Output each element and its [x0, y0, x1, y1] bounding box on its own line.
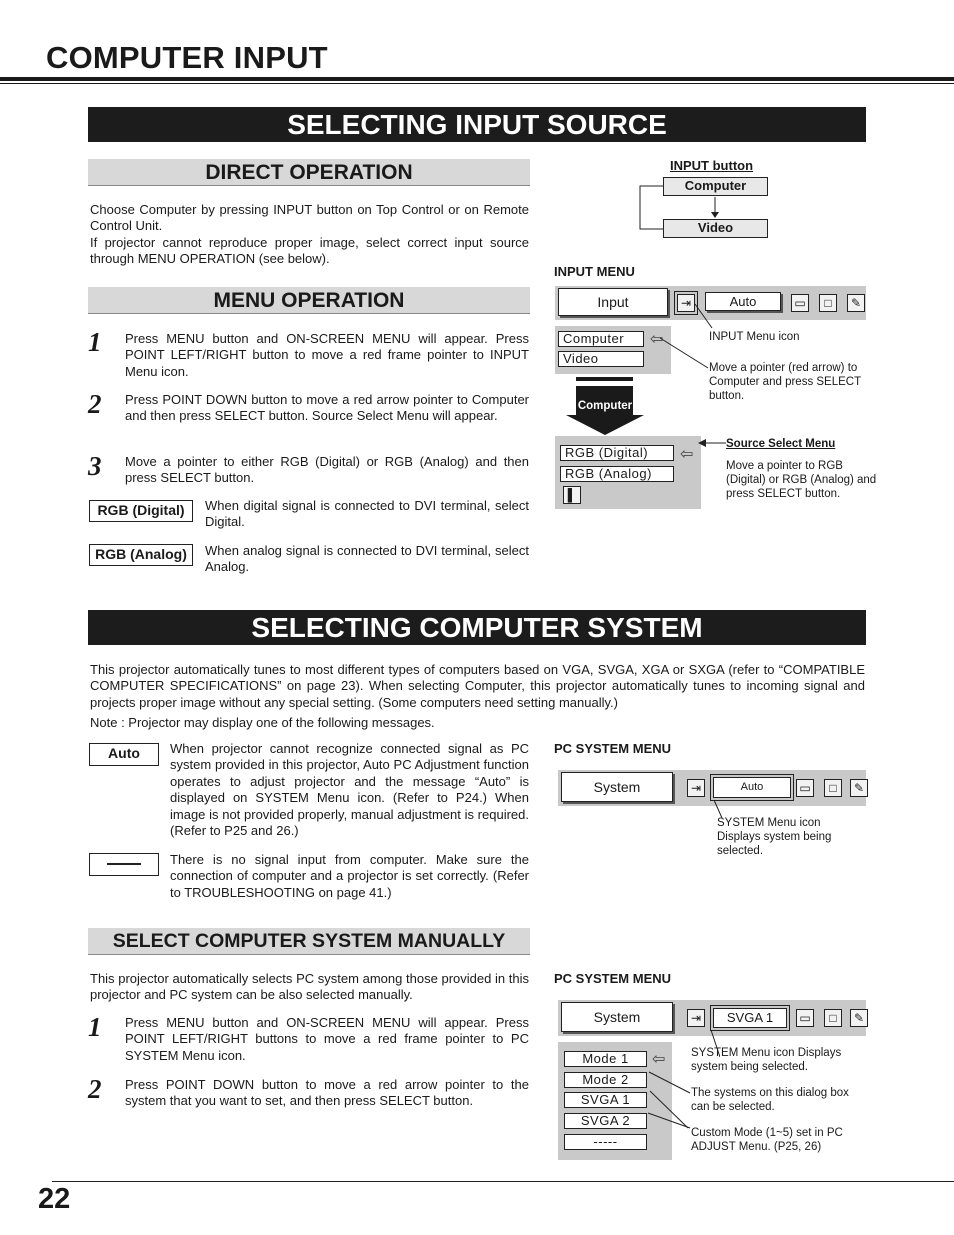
auto-message-label: Auto: [89, 743, 159, 766]
step-number: 3: [88, 451, 102, 481]
step-text: Press POINT DOWN button to move a red arrow pointer to Computer and then press SELECT button. Source Select Menu will appear.: [125, 392, 529, 424]
monitor-icon[interactable]: ▭: [791, 294, 809, 312]
step-text: Press MENU button and ON-SCREEN MENU will appear. Press POINT LEFT/RIGHT buttons to move a red frame pointer to PC SYSTEM Menu icon.: [125, 1015, 529, 1063]
monitor-icon[interactable]: ▭: [796, 779, 814, 797]
header-rule-thin: [0, 83, 954, 84]
input-item-video[interactable]: Video: [558, 351, 644, 367]
tools-icon[interactable]: ✎: [850, 779, 868, 797]
source-select-title: Source Select Menu: [726, 438, 836, 450]
input-menu-heading: INPUT MENU: [554, 264, 635, 279]
source-pointer-arrow-icon: ⇦: [680, 446, 694, 463]
computer-system-intro: This projector automatically tunes to most different types of computers based on VGA, SVGA, XGA or SXGA (refer to “COMPATIBLE COMPUTER SPECIFICATIONS” on page 23). When selecting Computer, this projector automatically tunes to incoming signal and projects proper image without any special setting. (Some computers need setting manually.): [90, 662, 865, 710]
rgb-analog-text: When analog signal is connected to DVI terminal, select Analog.: [205, 543, 529, 575]
footer-rule: [52, 1181, 954, 1182]
step-number: 2: [88, 389, 102, 419]
input-icon[interactable]: ⇥: [687, 779, 705, 797]
system-field: System: [561, 772, 673, 802]
tools-icon[interactable]: ✎: [847, 294, 865, 312]
step-number: 2: [88, 1074, 102, 1104]
system-value-2[interactable]: SVGA 1: [713, 1008, 787, 1028]
system-item-svga1[interactable]: SVGA 1: [564, 1092, 647, 1108]
input-icon[interactable]: ⇥: [687, 1009, 705, 1027]
direct-para-2: If projector cannot reproduce proper image, select correct input source through MENU OPERATION (see below).: [90, 234, 529, 267]
pc-menu-leader: [700, 798, 740, 820]
system-item-mode2[interactable]: Mode 2: [564, 1072, 647, 1088]
direct-operation-heading: DIRECT OPERATION: [88, 159, 530, 186]
system-pointer-arrow-icon: ⇦: [652, 1051, 666, 1068]
pointer-arrow-icon: ⇦: [650, 331, 664, 348]
system-field-2: System: [561, 1002, 673, 1032]
source-select-note: Move a pointer to RGB (Digital) or RGB (Analog) and press SELECT button.: [726, 460, 877, 500]
input-menu-leaders: [640, 300, 730, 460]
system-item-blank[interactable]: -----: [564, 1134, 647, 1150]
manual-intro: This projector automatically selects PC system among those provided in this projector and PC system can be also selected manually.: [90, 971, 529, 1003]
auto-message-text: When projector cannot recognize connected signal as PC system provided in this projector, Auto PC Adjustment function operates to adjust projector and the message “Auto” is displayed on SYSTEM Menu icon. (Refer to P24.) When image is not provided properly, manual adjustment is required. (Refer to P25 and 26.): [170, 741, 529, 839]
no-signal-dash-icon: [107, 863, 141, 865]
section-title-input-source: SELECTING INPUT SOURCE: [88, 107, 866, 142]
step-number: 1: [88, 1012, 102, 1042]
rgb-digital-text: When digital signal is connected to DVI terminal, select Digital.: [205, 498, 529, 530]
rgb-digital-label: RGB (Digital): [89, 500, 193, 522]
no-signal-text: There is no signal input from computer. Make sure the connection of computer and a projector is set correctly. (Refer to TROUBLESHOOTING on page 41.): [170, 852, 529, 900]
system-note-2: The systems on this dialog box can be selected.: [691, 1087, 849, 1113]
step-text: Press MENU button and ON-SCREEN MENU will appear. Press POINT LEFT/RIGHT button to move a red frame pointer to INPUT Menu icon.: [125, 331, 529, 379]
input-item-computer[interactable]: Computer: [558, 331, 644, 347]
system-note-1: SYSTEM Menu icon Displays system being selected.: [691, 1047, 842, 1073]
step-number: 1: [88, 327, 102, 357]
exit-icon[interactable]: ▌: [563, 486, 581, 504]
pc-system-menu-heading: PC SYSTEM MENU: [554, 741, 672, 756]
system-value[interactable]: Auto: [713, 777, 791, 798]
step-text: Press POINT DOWN button to move a red arrow pointer to the system that you want to set, and then press SELECT button.: [125, 1077, 529, 1109]
step-text: Move a pointer to either RGB (Digital) or RGB (Analog) and then press SELECT button.: [125, 454, 529, 486]
pc-system-menu-heading-2: PC SYSTEM MENU: [554, 971, 672, 986]
page-number: 22: [38, 1183, 71, 1215]
section-title-computer-system: SELECTING COMPUTER SYSTEM: [88, 610, 866, 645]
input-icon[interactable]: ⇥: [677, 294, 695, 312]
computer-system-note: Note : Projector may display one of the following messages.: [90, 715, 435, 730]
tools-icon[interactable]: ✎: [850, 1009, 868, 1027]
window-icon[interactable]: □: [824, 1009, 842, 1027]
monitor-icon[interactable]: ▭: [796, 1009, 814, 1027]
page-title: COMPUTER INPUT: [46, 40, 328, 75]
input-button-computer: Computer: [663, 177, 768, 196]
input-menu-icon-note: INPUT Menu icon: [709, 331, 800, 343]
window-icon[interactable]: □: [819, 294, 837, 312]
input-menu-field: Input: [558, 288, 668, 316]
system-item-svga2[interactable]: SVGA 2: [564, 1113, 647, 1129]
system-item-mode1[interactable]: Mode 1: [564, 1051, 647, 1067]
header-rule: [0, 77, 954, 81]
window-icon[interactable]: □: [824, 779, 842, 797]
select-manually-heading: SELECT COMPUTER SYSTEM MANUALLY: [88, 928, 530, 955]
computer-arrow-label: Computer: [577, 400, 633, 412]
system-note-3: Custom Mode (1~5) set in PC ADJUST Menu. (P25, 26): [691, 1127, 843, 1153]
system-leaders: [640, 1025, 720, 1145]
menu-operation-heading: MENU OPERATION: [88, 287, 530, 314]
direct-operation-text: [90, 202, 529, 268]
input-button-title: INPUT button: [670, 158, 754, 173]
input-pointer-note: Move a pointer (red arrow) to Computer and press SELECT button.: [709, 362, 861, 402]
pc-menu-note: SYSTEM Menu icon Displays system being selected.: [717, 817, 832, 857]
source-item-analog[interactable]: RGB (Analog): [560, 466, 674, 482]
input-auto-field: Auto: [705, 292, 781, 311]
source-item-digital[interactable]: RGB (Digital): [560, 445, 674, 461]
no-signal-label: [89, 853, 159, 876]
direct-para-1: Choose Computer by pressing INPUT button on Top Control or on Remote Control Unit.: [90, 202, 529, 234]
rgb-analog-label: RGB (Analog): [89, 544, 193, 566]
input-button-video: Video: [663, 219, 768, 238]
input-cycle-arrows: [630, 180, 730, 240]
